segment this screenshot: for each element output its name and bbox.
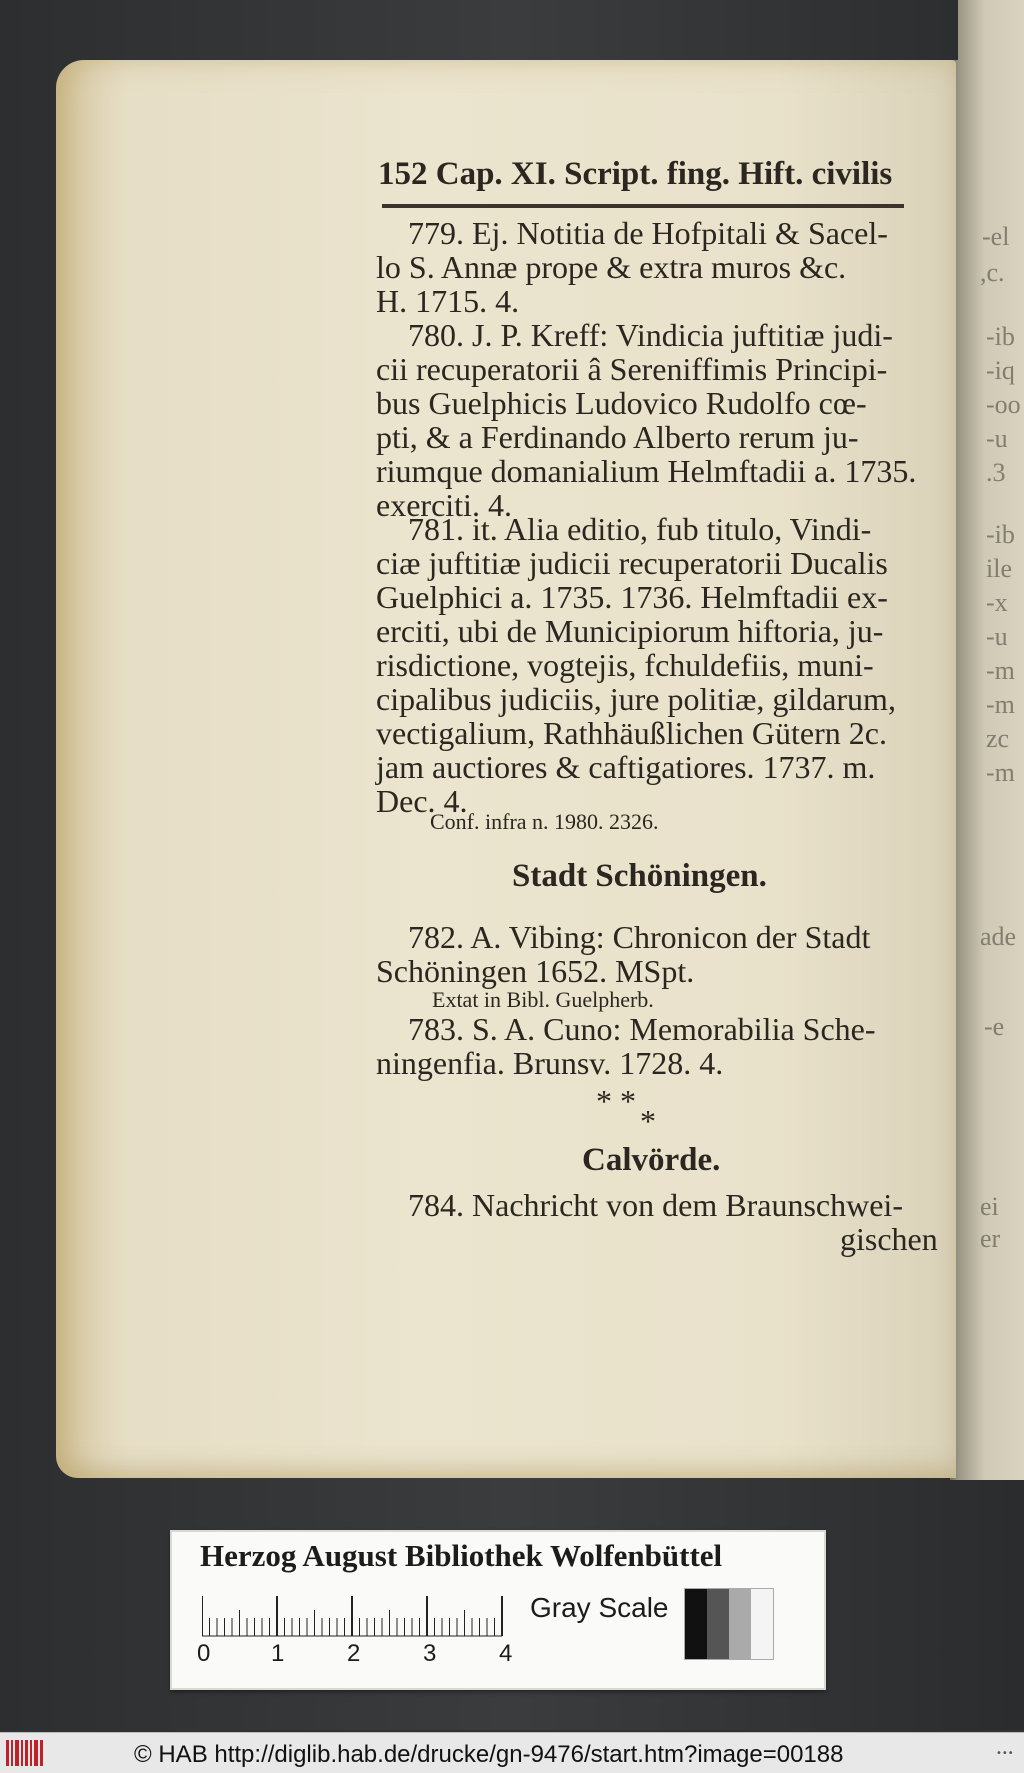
facing-page-text: -ib	[986, 322, 1015, 351]
note-line: Extat in Bibl. Guelpherb.	[432, 987, 654, 1012]
section-heading: Stadt Schöningen.	[512, 858, 767, 894]
text-line: Schöningen 1652. MSpt.	[376, 953, 695, 989]
facing-page-text: -el	[982, 222, 1010, 251]
text-line: ningenfia. Brunsv. 1728. 4.	[376, 1045, 724, 1081]
ruler-number: 1	[271, 1640, 285, 1667]
text-line: 779. Ej. Notitia de Hofpitali & Sacel-	[408, 215, 888, 251]
facing-page-text: -u	[986, 424, 1008, 453]
ruler-number: 4	[499, 1640, 513, 1667]
facing-page-text: -x	[986, 588, 1008, 617]
facing-page-text: -m	[986, 690, 1015, 719]
facing-page-text: er	[980, 1224, 1001, 1253]
catchword: gischen	[840, 1221, 938, 1257]
facing-page-text: -m	[986, 758, 1015, 787]
source-link[interactable]: © HAB http://diglib.hab.de/drucke/gn-9476/start.htm?image=00188	[134, 1741, 844, 1768]
asterism-top: * *	[596, 1083, 636, 1119]
text-line: jam auctiores & caftigatiores. 1737. m.	[376, 749, 876, 785]
facing-page-text: ,c.	[980, 258, 1005, 287]
text-line: risdictione, vogtejis, fchuldefiis, muni-	[376, 647, 874, 683]
ruler-number: 2	[347, 1640, 361, 1667]
text-line: 784. Nachricht von dem Braunschwei-	[408, 1187, 903, 1223]
header-rule	[382, 204, 904, 208]
facing-page-text: -u	[986, 622, 1008, 651]
facing-page-text: .3	[986, 458, 1006, 487]
facing-page-text: -m	[986, 656, 1015, 685]
facing-page-text: -oo	[986, 390, 1021, 419]
text-line: bus Guelphicis Ludovico Rudolfo cœ-	[376, 385, 867, 421]
gray-scale-swatch	[684, 1588, 774, 1660]
facing-page-text: -ib	[986, 520, 1015, 549]
text-line: 780. J. P. Kreff: Vindicia juftitiæ judi-	[408, 317, 893, 353]
facing-page-text: -e	[984, 1012, 1005, 1041]
text-line: pti, & a Ferdinando Alberto rerum ju-	[376, 419, 859, 455]
facing-page-text: ile	[986, 554, 1012, 583]
footer-dots: •••	[996, 1748, 1014, 1759]
text-line: vectigalium, Rathhäußlichen Gütern 2c.	[376, 715, 887, 751]
facing-page-text: -iq	[986, 356, 1015, 385]
ruler-number: 3	[423, 1640, 437, 1667]
ruler-number: 0	[197, 1640, 211, 1667]
facing-page-text: ade	[980, 922, 1017, 951]
library-name: Herzog August Bibliothek Wolfenbüttel	[200, 1538, 723, 1573]
section-heading: Calvörde.	[582, 1142, 721, 1178]
text-line: erciti, ubi de Municipiorum hiftoria, ju-	[376, 613, 884, 649]
text-line: riumque domanialium Helmftadii a. 1735.	[376, 453, 917, 489]
text-line: 783. S. A. Cuno: Memorabilia Sche-	[408, 1011, 876, 1047]
asterism-bottom: *	[640, 1103, 656, 1139]
running-header: 152 Cap. XI. Script. fing. Hift. civilis	[378, 156, 893, 192]
text-line: ciæ juftitiæ judicii recuperatorii Ducalis	[376, 545, 888, 581]
facing-page-text: ei	[980, 1192, 999, 1221]
gray-scale-label: Gray Scale	[530, 1592, 669, 1623]
hab-logo-icon	[6, 1740, 46, 1766]
text-line: 782. A. Vibing: Chronicon der Stadt	[408, 919, 871, 955]
text-line: cii recuperatorii â Sereniffimis Principi-	[376, 351, 888, 387]
facing-page-text: zc	[986, 724, 1010, 753]
scale-ruler	[202, 1596, 512, 1638]
text-line: Dec. 4.	[376, 783, 468, 819]
text-line: H. 1715. 4.	[376, 283, 520, 319]
text-line: lo S. Annæ prope & extra muros &c.	[376, 249, 847, 285]
cross-reference: Conf. infra n. 1980. 2326.	[430, 809, 659, 834]
text-line: cipalibus judiciis, jure politiæ, gildarum,	[376, 681, 896, 717]
text-line: 781. it. Alia editio, fub titulo, Vindi-	[408, 511, 872, 547]
text-line: exerciti. 4.	[376, 487, 512, 523]
text-line: Guelphici a. 1735. 1736. Helmftadii ex-	[376, 579, 888, 615]
